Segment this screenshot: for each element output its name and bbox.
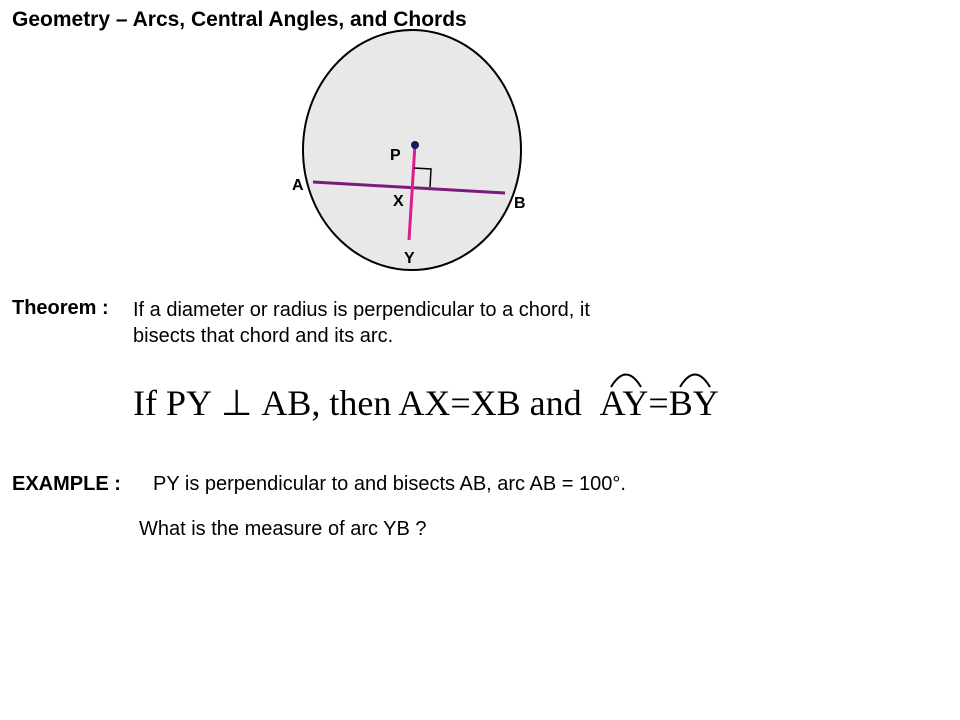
perpendicular-symbol: ⊥	[221, 383, 253, 423]
arc-by-label: BY	[668, 383, 719, 423]
formula-part-2: AB, then AX	[261, 383, 451, 423]
arc-ay	[600, 382, 649, 424]
theorem-text	[133, 297, 733, 349]
circle	[303, 30, 521, 270]
example-text: PY is perpendicular to and bisects AB, arc AB = 100°.	[153, 473, 626, 495]
label-b: B	[514, 195, 526, 212]
arc-ay-label: AY	[599, 383, 649, 423]
label-a: A	[292, 177, 304, 194]
theorem-label: Theorem :	[12, 297, 109, 319]
arc-mark-icon	[608, 368, 644, 388]
formula-part-1: If PY	[133, 383, 212, 423]
circle-diagram	[0, 0, 960, 300]
equals-sign-1: =	[450, 383, 471, 423]
theorem-formula	[133, 382, 719, 424]
theorem-line-2: bisects that chord and its arc.	[133, 325, 394, 347]
arc-mark-icon	[677, 368, 713, 388]
page-title: Geometry – Arcs, Central Angles, and Chords	[12, 8, 467, 31]
theorem-line-1: If a diameter or radius is perpendicular to a chord, it	[133, 299, 590, 321]
formula-part-3: XB and	[470, 383, 582, 423]
equals-sign-2: =	[648, 383, 669, 423]
label-x: X	[393, 193, 404, 210]
label-p: P	[390, 147, 401, 164]
arc-by	[669, 382, 719, 424]
example-label: EXAMPLE :	[12, 473, 121, 495]
center-point	[411, 141, 419, 149]
example-question: What is the measure of arc YB ?	[139, 518, 427, 540]
label-y: Y	[404, 250, 415, 267]
